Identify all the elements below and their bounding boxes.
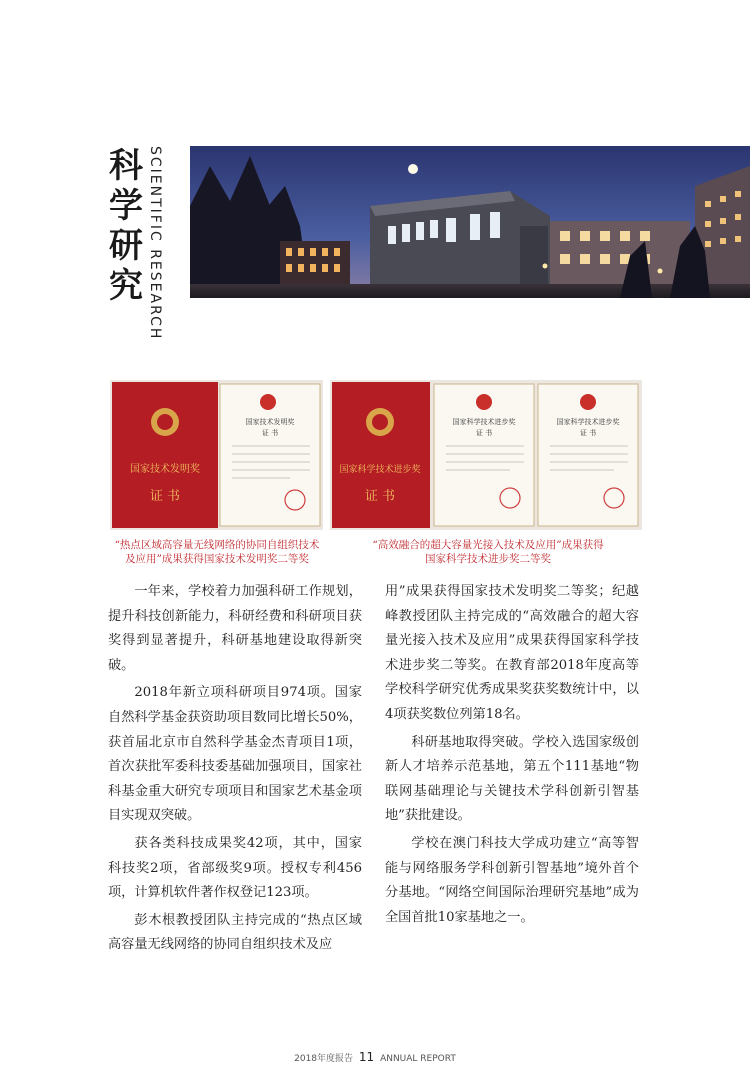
paragraph: 学校在澳门科技大学成功建立“高等智能与网络服务学科创新引智基地”境外首个分基地。“网络空间国际治理研究基地”成为全国首批10家基地之一。: [385, 835, 639, 925]
campus-night-photo: [190, 146, 750, 298]
invention-award-certificate-photo: [110, 380, 323, 530]
paragraph: 获各类科技成果奖42项，其中，国家科技奖2项，省部级奖9项。授权专利456项，计算机软件著作权登记123项。: [108, 835, 362, 901]
page-footer: [0, 1050, 750, 1064]
caption-left: “热点区域高容量无线网络的协同自组织技术及应用”成果获得国家技术发明奖二等奖: [114, 539, 320, 565]
footer-year: 2018年度报告: [294, 1054, 354, 1064]
paragraph: 科研基地取得突破。学校入选国家级创新人才培养示范基地，第五个111基地“物联网基础理论与关键技术学科创新引智基地”获批建设。: [385, 734, 639, 824]
paragraph: 一年来，学校着力加强科研工作规划，提升科技创新能力，科研经费和科研项目获奖得到显著提升，科研基地建设取得新突破。: [108, 584, 362, 673]
paragraph: 2018年新立项科研项目974项。国家自然科学基金获资助项目数同比增长50%，获首届北京市自然科学基金杰青项目1项，首次获批军委科技委基础加强项目，国家社科基金重大研究专项项目和国家艺术基金项目实现双突破。: [108, 685, 362, 824]
body-column-right: [385, 580, 639, 933]
section-title-cn: 科学研究: [109, 146, 143, 306]
body-column-left: [108, 580, 362, 961]
caption-right: “高效融合的超大容量光接入技术及应用”成果获得国家科学技术进步奖二等奖: [372, 539, 604, 565]
cert-title-text: 国家科学技术进步奖: [556, 418, 620, 426]
cover-label-text: 证 书: [149, 489, 181, 504]
moon-icon: [408, 164, 418, 174]
cert-title-text: 国家科学技术进步奖: [452, 418, 516, 426]
cert-label-text: 证 书: [579, 429, 597, 437]
page-number: 11: [358, 1050, 375, 1064]
progress-award-certificates-photo: [330, 380, 642, 530]
footer-label: ANNUAL REPORT: [380, 1054, 456, 1064]
cover-title-text: 国家科学技术进步奖: [339, 465, 421, 475]
paragraph: 彭木根教授团队主持完成的“热点区域高容量无线网络的协同自组织技术及应: [108, 912, 362, 953]
cert-title-text: 国家技术发明奖: [245, 418, 295, 426]
cert-label-text: 证 书: [261, 429, 279, 437]
cert-label-text: 证 书: [475, 429, 493, 437]
cover-label-text: 证 书: [364, 489, 396, 504]
cover-title-text: 国家技术发明奖: [130, 464, 200, 475]
section-title-en: SCIENTIFIC RESEARCH: [147, 146, 163, 341]
paragraph: 用”成果获得国家技术发明奖二等奖；纪越峰教授团队主持完成的“高效融合的超大容量光接入技术及应用”成果获得国家科学技术进步奖二等奖。在教育部2018年度高等学校科学研究优秀成果奖获奖数统计中，以4项获奖数位列第18名。: [385, 584, 639, 722]
